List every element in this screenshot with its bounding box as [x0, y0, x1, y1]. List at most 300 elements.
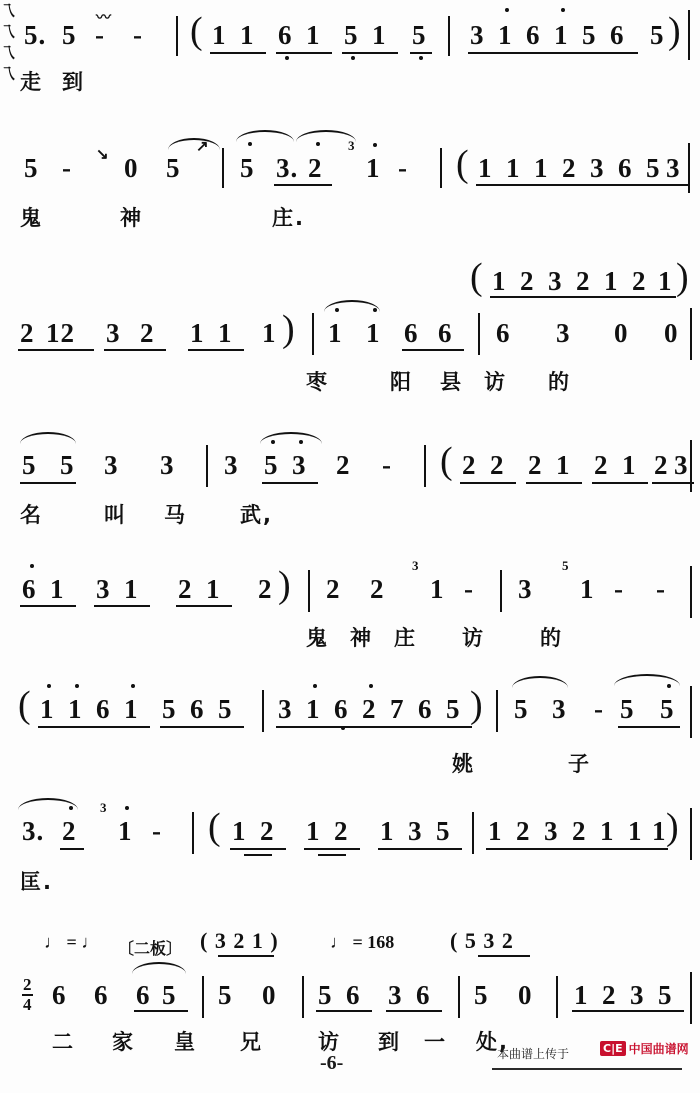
note: 1	[622, 450, 637, 480]
lyric: 庄.	[272, 206, 305, 230]
note: 1	[556, 450, 571, 480]
note: 2	[520, 266, 535, 296]
note: 2	[632, 266, 647, 296]
lyric: 访	[318, 1030, 341, 1054]
paren-close: )	[278, 564, 291, 606]
barline	[302, 976, 304, 1018]
barline	[690, 686, 692, 738]
barline	[312, 313, 314, 355]
barline	[206, 445, 208, 487]
beam	[230, 848, 286, 850]
note: 1	[506, 153, 521, 183]
note: 1	[600, 816, 615, 846]
octave-dot	[131, 684, 135, 688]
note: 1	[232, 816, 247, 846]
note: 6	[334, 694, 349, 724]
fingering-mark: 乁	[0, 67, 16, 83]
paren-open: (	[18, 684, 31, 726]
time-signature-bottom: 4	[23, 994, 32, 1014]
note: 1	[212, 20, 227, 50]
note: 5	[60, 450, 75, 480]
note: 2	[462, 450, 477, 480]
lyric: 枣	[306, 370, 329, 394]
beam	[38, 726, 150, 728]
grace-note: 3	[412, 558, 419, 573]
note: 3.	[276, 153, 299, 183]
barline	[688, 143, 690, 193]
paren-open: (	[208, 806, 221, 848]
note: 5	[474, 980, 489, 1010]
lyric: 处,	[476, 1030, 509, 1054]
octave-dot	[75, 684, 79, 688]
barline	[440, 148, 442, 188]
note: 0	[518, 980, 533, 1010]
note: 6	[52, 980, 67, 1010]
note: 6	[136, 980, 151, 1010]
note: 2	[326, 574, 341, 604]
note: 1	[190, 318, 205, 348]
beam	[188, 349, 244, 351]
note: 2	[62, 816, 77, 846]
note: 1	[328, 318, 343, 348]
lyric: 一	[424, 1030, 447, 1054]
site-logo-text: 中国曲谱网	[628, 1042, 689, 1056]
beam	[410, 52, 432, 54]
note: 5	[166, 153, 181, 183]
note: 5	[436, 816, 451, 846]
beam	[60, 848, 84, 850]
barline	[556, 976, 558, 1018]
parenthetical-phrase: ( 5 3 2	[450, 928, 514, 953]
lyric: 叫	[104, 503, 127, 527]
paren-close: )	[668, 10, 681, 52]
note: 1	[554, 20, 569, 50]
lyric: 的	[548, 370, 571, 394]
barline	[424, 445, 426, 487]
octave-dot	[125, 806, 129, 810]
note: 1	[534, 153, 549, 183]
note: 3	[160, 450, 175, 480]
note: 1	[124, 694, 139, 724]
lyric: 匡.	[20, 870, 53, 894]
lyric: 访	[462, 626, 485, 650]
beam	[218, 955, 274, 957]
lyric: 到	[62, 70, 85, 94]
time-signature-top: 2	[23, 975, 32, 994]
note: 1	[580, 574, 595, 604]
grace-note: 3	[348, 138, 355, 153]
note: 3	[552, 694, 567, 724]
note: 2	[572, 816, 587, 846]
note: 6	[22, 574, 37, 604]
octave-dot	[313, 684, 317, 688]
beam	[342, 52, 398, 54]
note: 6	[278, 20, 293, 50]
barline	[690, 566, 692, 618]
barline	[448, 16, 450, 56]
paren-close: )	[470, 684, 483, 726]
grace-note: 3	[100, 800, 107, 815]
note: 2	[528, 450, 543, 480]
octave-dot	[419, 56, 423, 60]
barline	[308, 570, 310, 612]
note: 6	[496, 318, 511, 348]
ornament-icon: ↗	[196, 139, 209, 155]
note: 6	[346, 980, 361, 1010]
lyric: 姚	[452, 752, 475, 776]
note: 3	[548, 266, 563, 296]
note: 5	[62, 20, 77, 50]
beam	[160, 726, 244, 728]
note: 1	[218, 318, 233, 348]
note: 5	[658, 980, 673, 1010]
beam	[572, 1010, 684, 1012]
beam	[478, 955, 530, 957]
note: 3.	[22, 816, 45, 846]
paren-open: (	[190, 10, 203, 52]
footer-divider	[492, 1068, 682, 1070]
octave-dot	[373, 308, 377, 312]
upload-credit-text: 本曲谱上传于	[497, 1047, 570, 1061]
lyric: 二	[52, 1030, 75, 1054]
note: 6	[526, 20, 541, 50]
beam	[20, 605, 76, 607]
barline	[192, 812, 194, 854]
note: 1	[574, 980, 589, 1010]
note: 0	[664, 318, 679, 348]
note: 5	[264, 450, 279, 480]
paren-close: )	[676, 256, 689, 298]
dash: -	[464, 574, 474, 604]
note: 5	[218, 694, 233, 724]
lyric: 鬼	[306, 626, 329, 650]
note: 1	[306, 20, 321, 50]
beam	[618, 726, 680, 728]
beam	[262, 482, 318, 484]
lyric: 马	[164, 503, 187, 527]
slur	[324, 300, 380, 312]
dash: -	[62, 153, 72, 183]
note: 1	[306, 694, 321, 724]
slur	[20, 432, 76, 444]
octave-dot	[248, 142, 252, 146]
lyric: 兄	[240, 1030, 263, 1054]
beam	[592, 482, 648, 484]
note: 1	[380, 816, 395, 846]
lyric: 神	[350, 626, 373, 650]
note: 5	[218, 980, 233, 1010]
note: 3	[544, 816, 559, 846]
beam	[526, 482, 582, 484]
beam	[134, 1010, 188, 1012]
note: 2	[178, 574, 193, 604]
note: 3	[556, 318, 571, 348]
note: 2	[594, 450, 609, 480]
octave-dot	[667, 684, 671, 688]
beam	[386, 1010, 442, 1012]
lyric: 访	[484, 370, 507, 394]
note: 6	[618, 153, 633, 183]
note: 3	[470, 20, 485, 50]
dash: -	[382, 450, 392, 480]
note: 5	[582, 20, 597, 50]
note: 3	[292, 450, 307, 480]
octave-dot	[285, 56, 289, 60]
paren-open: (	[470, 256, 483, 298]
note: 1	[262, 318, 277, 348]
note: 6	[96, 694, 111, 724]
ornament-icon: ↘	[96, 147, 109, 163]
note: 1	[366, 153, 381, 183]
beam	[476, 184, 688, 186]
beam	[304, 848, 360, 850]
note: 5	[24, 153, 39, 183]
note: 3	[104, 450, 119, 480]
note: 3	[96, 574, 111, 604]
note: 5	[162, 980, 177, 1010]
octave-dot	[335, 308, 339, 312]
lyric: 到	[378, 1030, 401, 1054]
dash: -	[656, 574, 666, 604]
note: 5	[22, 450, 37, 480]
dash: -	[614, 574, 624, 604]
note: 3	[666, 153, 681, 183]
slur	[236, 130, 294, 142]
note: 5	[650, 20, 665, 50]
note: 1	[628, 816, 643, 846]
note: 2	[654, 450, 669, 480]
paren-close: )	[666, 806, 679, 848]
octave-dot	[47, 684, 51, 688]
note: 2	[516, 816, 531, 846]
lyric: 鬼	[20, 206, 43, 230]
note: 1	[306, 816, 321, 846]
note: 5	[318, 980, 333, 1010]
note: 2	[562, 153, 577, 183]
beam	[490, 296, 676, 298]
note: 12	[46, 318, 75, 348]
dash: -	[152, 816, 162, 846]
note: 6	[404, 318, 419, 348]
paren-close: )	[282, 308, 295, 350]
octave-dot	[369, 684, 373, 688]
note: 5	[240, 153, 255, 183]
note: 5	[446, 694, 461, 724]
note: 6	[416, 980, 431, 1010]
lyric: 名	[20, 503, 43, 527]
slur	[296, 130, 356, 142]
note: 2	[140, 318, 155, 348]
lyric: 神	[120, 206, 143, 230]
note: 5.	[24, 20, 47, 50]
note: 2	[362, 694, 377, 724]
octave-dot	[316, 142, 320, 146]
note: 1	[478, 153, 493, 183]
note: 1	[372, 20, 387, 50]
octave-dot	[299, 440, 303, 444]
note: 2	[370, 574, 385, 604]
grace-note: 5	[562, 558, 569, 573]
barline	[690, 308, 692, 360]
dash: -	[133, 20, 143, 50]
note: 2	[260, 816, 275, 846]
note: 5	[162, 694, 177, 724]
beam	[20, 482, 76, 484]
note: 1	[118, 816, 133, 846]
beam	[316, 1010, 372, 1012]
note: 3	[630, 980, 645, 1010]
octave-dot	[561, 8, 565, 12]
barline	[690, 808, 692, 860]
note: 6	[438, 318, 453, 348]
fingering-mark: 乁	[0, 46, 16, 62]
fingering-mark: 乁	[0, 25, 16, 41]
note: 1	[652, 816, 667, 846]
system-7	[0, 63, 700, 894]
note: 1	[68, 694, 83, 724]
note: 1	[40, 694, 55, 724]
octave-dot	[69, 806, 73, 810]
note: 1	[430, 574, 445, 604]
slur	[168, 138, 220, 150]
note: 1	[658, 266, 673, 296]
tempo-equivalence: ♩ = ♩	[44, 932, 100, 952]
note: 6	[610, 20, 625, 50]
note: 1	[124, 574, 139, 604]
beam	[210, 52, 266, 54]
note: 2	[336, 450, 351, 480]
dash: -	[95, 20, 105, 50]
note: 6	[418, 694, 433, 724]
note: 3	[106, 318, 121, 348]
barline	[500, 570, 502, 612]
lyric: 子	[568, 752, 591, 776]
note: 3	[674, 450, 689, 480]
barline	[262, 690, 264, 732]
note: 5	[620, 694, 635, 724]
octave-dot	[373, 143, 377, 147]
note: 5	[660, 694, 675, 724]
note: 6	[190, 694, 205, 724]
tempo-bracket-label: 〔二板〕	[118, 939, 183, 958]
note: 5	[344, 20, 359, 50]
beam	[276, 726, 472, 728]
barline	[690, 440, 692, 492]
slur	[512, 676, 568, 688]
note: 0	[614, 318, 629, 348]
octave-dot	[505, 8, 509, 12]
trill-icon: 〰	[96, 8, 112, 26]
metronome-mark: ♩ = 168	[330, 932, 395, 952]
barline	[458, 976, 460, 1018]
note: 1	[206, 574, 221, 604]
note: 1	[492, 266, 507, 296]
beam	[318, 854, 346, 856]
note: 1	[498, 20, 513, 50]
note: 2	[308, 153, 323, 183]
lyric: 庄	[394, 626, 417, 650]
note: 1	[604, 266, 619, 296]
note: 1	[240, 20, 255, 50]
slur	[132, 962, 186, 974]
note: 2	[258, 574, 273, 604]
note: 1	[50, 574, 65, 604]
dash: -	[398, 153, 408, 183]
note: 3	[224, 450, 239, 480]
note: 2	[490, 450, 505, 480]
site-logo-mark: C|E	[600, 1041, 626, 1056]
barline	[478, 313, 480, 355]
lyric: 武,	[240, 503, 273, 527]
note: 2	[334, 816, 349, 846]
fingering-mark: 乁	[0, 4, 16, 20]
lyric: 阳	[390, 370, 413, 394]
barline	[688, 10, 690, 60]
barline	[222, 148, 224, 188]
note: 5	[412, 20, 427, 50]
note: 6	[94, 980, 109, 1010]
lyric: 家	[112, 1030, 135, 1054]
paren-open: (	[440, 440, 453, 482]
note: 1	[366, 318, 381, 348]
dash: -	[594, 694, 604, 724]
lyric: 走	[20, 70, 43, 94]
note: 7	[390, 694, 405, 724]
note: 2	[602, 980, 617, 1010]
beam	[652, 482, 694, 484]
beam	[486, 848, 668, 850]
barline	[202, 976, 204, 1018]
octave-dot	[271, 440, 275, 444]
barline	[690, 972, 692, 1024]
site-logo[interactable]	[600, 1040, 689, 1057]
beam	[460, 482, 516, 484]
lyric: 的	[540, 626, 563, 650]
note: 3	[408, 816, 423, 846]
lyric: 皇	[174, 1030, 197, 1054]
parenthetical-phrase: ( 3 2 1 )	[200, 928, 279, 953]
note: 2	[20, 318, 35, 348]
beam	[244, 854, 272, 856]
beam	[176, 605, 232, 607]
note: 3	[518, 574, 533, 604]
note: 3	[278, 694, 293, 724]
beam	[104, 349, 166, 351]
page-number: -6-	[320, 1052, 344, 1074]
beam	[94, 605, 150, 607]
beam	[468, 52, 638, 54]
barline	[496, 690, 498, 732]
note: 1	[488, 816, 503, 846]
beam	[18, 349, 94, 351]
time-signature	[22, 976, 33, 1014]
note: 2	[576, 266, 591, 296]
beam	[402, 349, 464, 351]
beam	[274, 184, 332, 186]
slur	[260, 432, 322, 444]
beam	[276, 52, 332, 54]
beam	[378, 848, 462, 850]
note: 3	[590, 153, 605, 183]
barline	[176, 16, 178, 56]
paren-open: (	[456, 143, 469, 185]
note: 5	[514, 694, 529, 724]
octave-dot	[30, 564, 34, 568]
note: 3	[388, 980, 403, 1010]
note: 5	[646, 153, 661, 183]
octave-dot	[351, 56, 355, 60]
lyric: 县	[440, 370, 463, 394]
